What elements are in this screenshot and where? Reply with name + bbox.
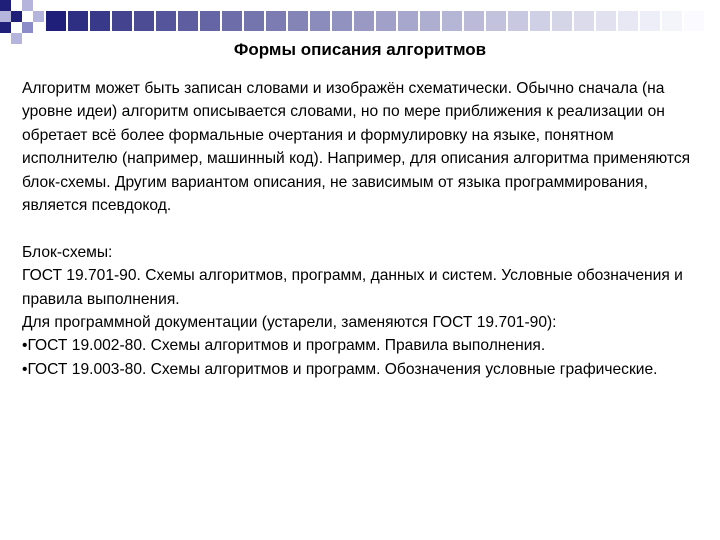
- header-band-square: [662, 11, 682, 31]
- header-band-square: [178, 11, 198, 31]
- legacy-note: Для программной документации (устарели, заменяются ГОСТ 19.701-90):: [22, 314, 557, 332]
- header-band-square: [244, 11, 264, 31]
- header-band-square: [596, 11, 616, 31]
- header-band-square: [46, 11, 66, 31]
- legacy-item: • ГОСТ 19.003-80. Схемы алгоритмов и программ. Обозначения условные графические.: [22, 358, 702, 381]
- header-band-square: [266, 11, 286, 31]
- slide-body: [22, 77, 702, 381]
- header-band-square: [134, 11, 154, 31]
- header-decoration: [0, 0, 720, 44]
- header-band-square: [420, 11, 440, 31]
- header-band-square: [376, 11, 396, 31]
- header-band-square: [112, 11, 132, 31]
- header-band-square: [332, 11, 352, 31]
- header-band-square: [200, 11, 220, 31]
- legacy-item: • ГОСТ 19.002-80. Схемы алгоритмов и программ. Правила выполнения.: [22, 334, 702, 357]
- header-band-square: [464, 11, 484, 31]
- header-band-square: [222, 11, 242, 31]
- header-band-square: [68, 11, 88, 31]
- header-band-square: [574, 11, 594, 31]
- header-band-square: [90, 11, 110, 31]
- header-band-square: [156, 11, 176, 31]
- header-band-square: [310, 11, 330, 31]
- header-band-square: [288, 11, 308, 31]
- header-band-square: [508, 11, 528, 31]
- slide-title: Формы описания алгоритмов: [233, 40, 487, 59]
- header-band-square: [640, 11, 660, 31]
- header-band-square: [442, 11, 462, 31]
- section-heading: Блок-схемы:: [22, 243, 113, 261]
- standard-main: ГОСТ 19.701-90. Схемы алгоритмов, программ, данных и систем. Условные обозначения и правила выполнения.: [22, 267, 683, 308]
- header-band-square: [354, 11, 374, 31]
- header-band-square: [684, 11, 704, 31]
- intro-paragraph: Алгоритм может быть записан словами и изображён схематически. Обычно сначала (на уровне идеи) алгоритм описывается словами, но по мере приближения к реализации он обретает всё более формальные очертания и формулировку на языке, понятном исполнителю (например, машинный код). Например, для описания алгоритма применяются блок-схемы. Другим вариантом описания, не зависимым от языка программирования, является псевдокод.: [22, 80, 691, 215]
- header-band-square: [530, 11, 550, 31]
- header-band-square: [486, 11, 506, 31]
- header-band-square: [618, 11, 638, 31]
- header-band-square: [398, 11, 418, 31]
- header-band-square: [552, 11, 572, 31]
